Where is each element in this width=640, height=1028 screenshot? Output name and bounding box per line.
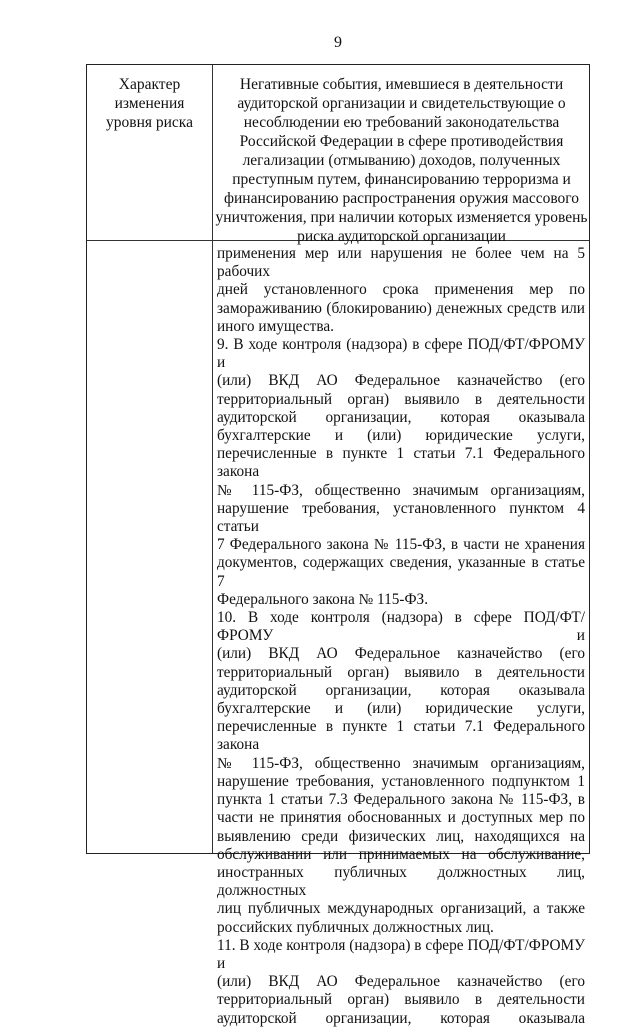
header-line: Негативные события, имевшиеся в деятельности <box>239 76 564 93</box>
text-line: бухгалтерские и (или) юридические услуги, <box>217 700 585 718</box>
text-line: нарушение требования, установленного пунктом 4 статьи <box>217 499 585 536</box>
header-line: риска аудиторской организации <box>297 228 506 245</box>
header-line: финансированию распространения оружия массового <box>223 190 580 207</box>
text-line: перечисленные в пункте 1 статьи 7.1 Федерального закона <box>217 445 585 481</box>
text-line: лиц публичных международных организаций, а также <box>217 900 585 918</box>
text-line: иного имущества. <box>217 317 334 335</box>
text-line: применения мер или нарушения не более чем на 5 рабочих <box>217 245 585 281</box>
risk-table <box>86 64 590 1027</box>
text-line: (или) ВКД АО Федеральное казначейство (его <box>217 645 585 663</box>
text-line: замораживанию (блокированию) денежных средств или <box>217 299 585 317</box>
text-line: пункта 1 статьи 7.3 Федерального закона № 115-ФЗ, в <box>217 791 585 809</box>
header-risk-level-change <box>87 75 212 132</box>
header-negative-events <box>214 75 589 246</box>
text-line: перечисленные в пункте 1 статьи 7.1 Федерального закона <box>217 718 585 754</box>
header-line: уничтожения, при наличии которых изменяется уровень <box>215 209 588 226</box>
column-divider <box>212 65 213 853</box>
text-line: аудиторской организации, которая оказывала <box>217 1009 585 1027</box>
text-line: № 115-ФЗ, общественно значимым организациям, <box>217 754 585 772</box>
text-line: территориальный орган) выявило в деятельности <box>217 663 585 681</box>
text-line: бухгалтерские и (или) юридические услуги, <box>217 427 585 445</box>
text-line: нарушение требования, установленного подпунктом 1 <box>217 772 585 790</box>
header-line: легализации (отмыванию) доходов, полученных <box>242 152 561 169</box>
text-line: обслуживании или принимаемых на обслуживание, <box>217 845 585 863</box>
header-line: Российской Федерации в сфере противодействия <box>239 133 564 150</box>
header-line: Характер <box>118 76 181 93</box>
text-line: дней установленного срока применения мер по <box>217 281 585 299</box>
text-line: (или) ВКД АО Федеральное казначейство (его <box>217 973 585 991</box>
header-line: преступным путем, финансированию терроризма и <box>232 171 571 188</box>
text-line: Федерального закона № 115-ФЗ. <box>217 590 429 608</box>
text-line: 7 Федерального закона № 115-ФЗ, в части не хранения <box>217 536 585 554</box>
page-number: 9 <box>334 34 342 51</box>
text-line: аудиторской организации, которая оказывала <box>217 681 585 699</box>
text-line: № 115-ФЗ, общественно значимым организациям, <box>217 481 585 499</box>
header-line: уровня риска <box>106 114 193 131</box>
text-line: документов, содержащих сведения, указанные в статье 7 <box>217 554 585 590</box>
text-line: 11. В ходе контроля (надзора) в сфере ПОД/ФТ/ФРОМУ и <box>217 936 585 972</box>
text-line: 9. В ходе контроля (надзора) в сфере ПОД/ФТ/ФРОМУ и <box>217 336 585 372</box>
header-line: изменения <box>114 95 185 112</box>
text-line: выявлению среди физических лиц, находящихся на <box>217 827 585 845</box>
header-line: аудиторской организации и свидетельствующие о <box>237 95 566 112</box>
text-line: (или) ВКД АО Федеральное казначейство (его <box>217 372 585 390</box>
text-line: российских публичных должностных лиц. <box>217 918 494 936</box>
text-line: аудиторской организации, которая оказывала <box>217 408 585 426</box>
text-line: иностранных публичных должностных лиц, должностных <box>217 863 585 900</box>
text-line: 10. В ходе контроля (надзора) в сфере ПОД/ФТ/ФРОМУ и <box>217 609 585 645</box>
text-line: территориальный орган) выявило в деятельности <box>217 991 585 1009</box>
text-line: части не принятия обоснованных и доступных мер по <box>217 809 585 827</box>
text-line: территориальный орган) выявило в деятельности <box>217 390 585 408</box>
negative-events-cell <box>217 245 585 1028</box>
header-line: несоблюдении ею требований законодательства <box>243 114 560 131</box>
